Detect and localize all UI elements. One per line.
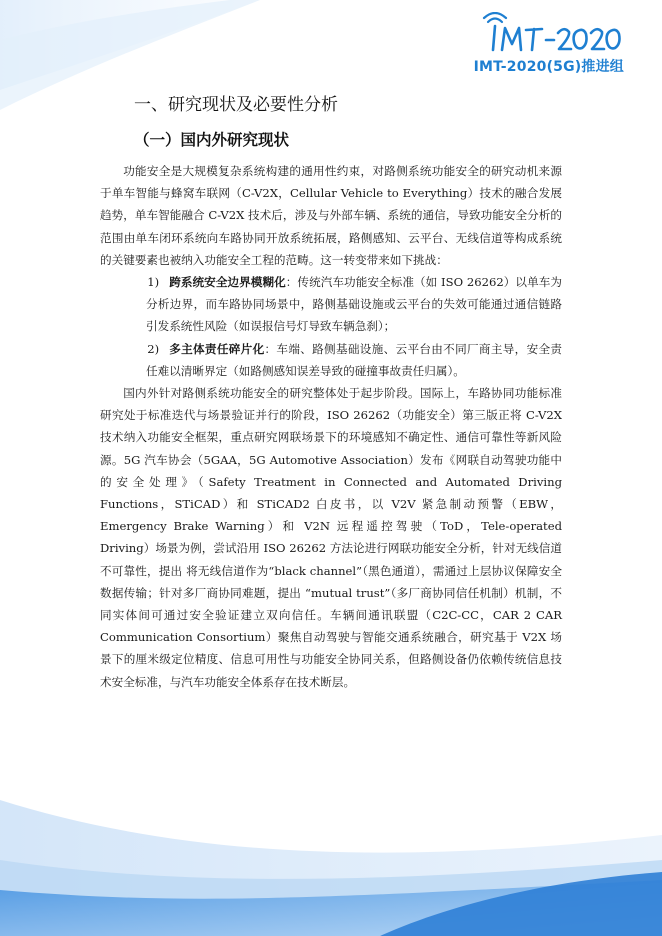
body-text: [100, 160, 562, 693]
imt2020-logo-mark: [474, 12, 624, 56]
list-item-text: ：传统汽车功能安全标准（如 ISO 26262）以单车为分析边界，而车路协同场景中，路侧基础设施或云平台的失效可能通过通信链路引发系统性风险（如误报信号灯导致车辆急刹）；: [146, 275, 562, 334]
list-item-text: ：车端、路侧基础设施、云平台由不同厂商主导，安全责任难以清晰界定（如路侧感知误差导致的碰撞事故责任归属）。: [146, 341, 562, 378]
list-number: 2): [147, 341, 160, 356]
list-item-title: 跨系统安全边界模糊化: [169, 275, 286, 290]
section-title: 一、研究现状及必要性分析: [134, 95, 338, 115]
list-item-title: 多主体责任碎片化: [169, 341, 265, 356]
logo-caption: IMT-2020(5G)推进组: [473, 59, 624, 75]
list-item: [100, 271, 562, 338]
subsection-title: （一）国内外研究现状: [134, 131, 290, 149]
list-number: 1): [147, 275, 160, 290]
list-item: [100, 338, 562, 382]
imt2020-logo: [474, 12, 624, 82]
paragraph-2: 国内外针对路侧系统功能安全的研究整体处于起步阶段。国际上，车路协同功能标准研究处于标准迭代与场景验证并行的阶段，ISO 26262（功能安全）第三版正将 C-V2X 技术纳入功能安全框架，重点研究网联场景下的环境感知不确定性、通信可靠性等新风险源。5G 汽车协会（5GAA，5G Automotive Association）发布《网联自动驾驶功能中的安全处理》（Safety Treatment in Connected and Automated Driving Functions，STiCAD）和 STiCAD2 白皮书，以 V2V 紧急制动预警（EBW，Emergency Brake Warning）和 V2N 远程遥控驾驶（ToD，Tele-operated Driving）场景为例，尝试沿用 ISO 26262 方法论进行网联功能安全分析，针对无线信道不可靠性，提出 将无线信道作为“black channel”（黑色通道），需通过上层协议保障安全数据传输；针对多厂商协同难题，提出 “mutual trust”（多厂商协同信任机制）机制，不同实体间可通过安全验证建立双向信任。车辆间通讯联盟（C2C-CC，CAR 2 CAR Communication Consortium）聚焦自动驾驶与智能交通系统融合，研究基于 V2X 场景下的厘米级定位精度、信息可用性与功能安全协同关系，但路侧设备仍依赖传统信息技术安全标准，与汽车功能安全体系存在技术断层。: [100, 386, 562, 689]
paragraph-1: 功能安全是大规模复杂系统构建的通用性约束，对路侧系统功能安全的研究动机来源于单车智能与蜂窝车联网（C-V2X，Cellular Vehicle to Everything）技术的融合发展趋势，单车智能融合 C-V2X 技术后，涉及与外部车辆、系统的通信，导致功能安全分析的范围由单车闭环系统向车路协同开放系统拓展，路侧感知、云平台、无线信道等构成系统的关键要素也被纳入功能安全工程的范畴。这一转变带来如下挑战：: [100, 164, 562, 267]
